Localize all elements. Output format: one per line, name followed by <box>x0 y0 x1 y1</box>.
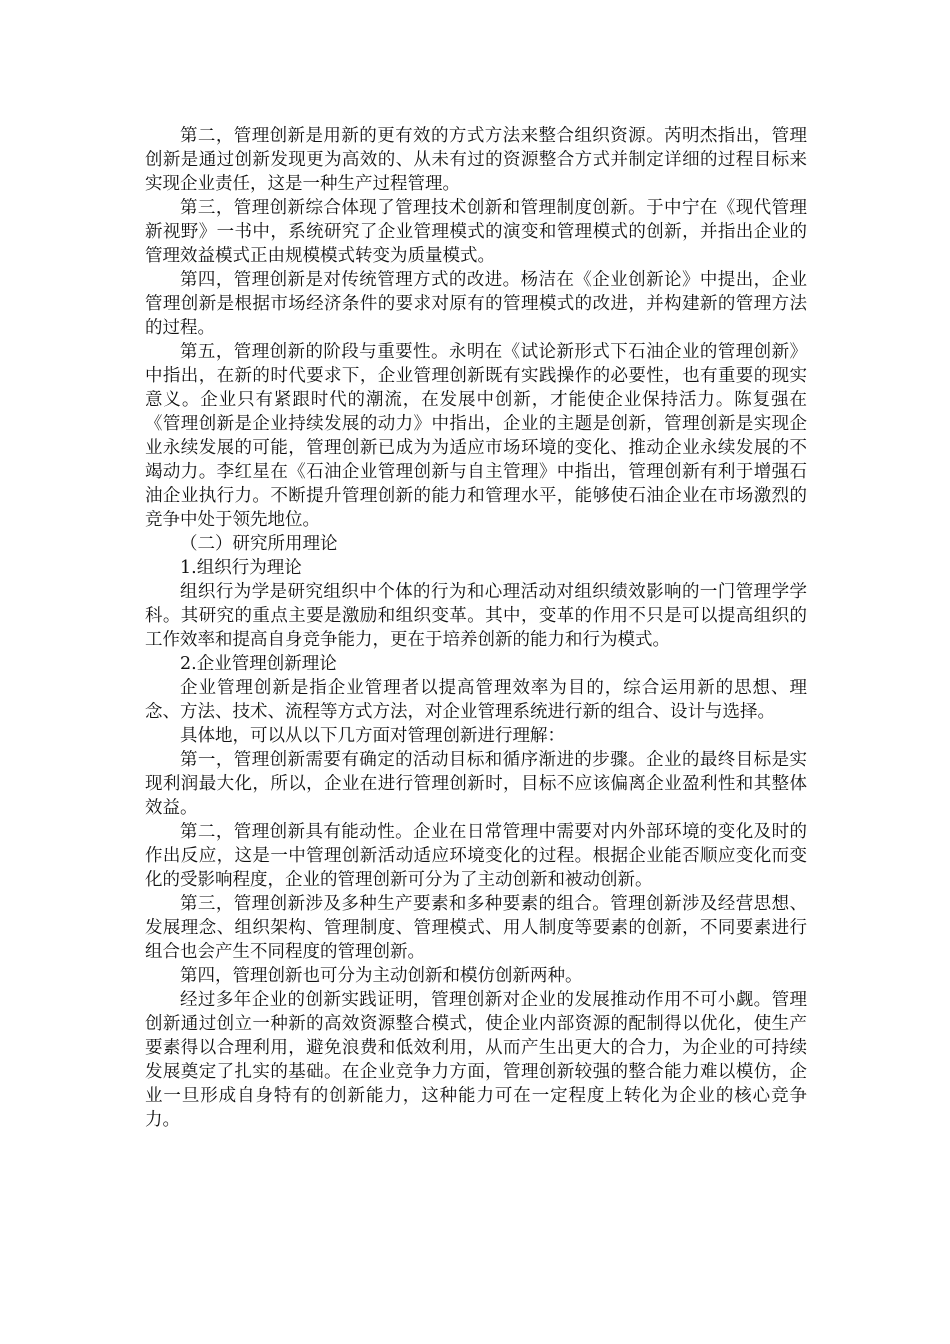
paragraph: 第三，管理创新综合体现了管理技术创新和管理制度创新。于中宁在《现代管理新视野》一书中，系统研究了企业管理模式的演变和管理模式的创新，并指出企业的管理效益模式正由规模模式转变为质量模式。 <box>145 198 807 266</box>
paragraph: 具体地，可以从以下几方面对管理创新进行理解： <box>180 726 565 746</box>
paragraph: 第二，管理创新具有能动性。企业在日常管理中需要对内外部环境的变化及时的作出反应，这是一中管理创新活动适应环境变化的过程。根据企业能否顺应变化而变化的受影响程度，企业的管理创新可分为了主动创新和被动创新。 <box>145 822 807 890</box>
paragraph: 第二，管理创新是用新的更有效的方式方法来整合组织资源。芮明杰指出，管理创新是通过创新发现更为高效的、从未有过的资源整合方式并制定详细的过程目标来实现企业责任，这是一种生产过程管理。 <box>145 126 807 194</box>
document-page <box>145 124 807 1132</box>
section-heading: （二）研究所用理论 <box>180 534 338 554</box>
paragraph: 第五，管理创新的阶段与重要性。永明在《试论新形式下石油企业的管理创新》中指出，在新的时代要求下，企业管理创新既有实践操作的必要性，也有重要的现实意义。企业只有紧跟时代的潮流，在发展中创新，才能使企业保持活力。陈复强在《管理创新是企业持续发展的动力》中指出，企业的主题是创新，管理创新是实现企业永续发展的可能，管理创新已成为为适应市场环境的变化、推动企业永续发展的不竭动力。李红星在《石油企业管理创新与自主管理》中指出，管理创新有利于增强石油企业执行力。不断提升管理创新的能力和管理水平，能够使石油企业在市场激烈的竞争中处于领先地位。 <box>145 342 807 530</box>
paragraph: 第四，管理创新也可分为主动创新和模仿创新两种。 <box>180 966 583 986</box>
subsection-heading: 1.组织行为理论 <box>180 558 302 578</box>
paragraph: 第一，管理创新需要有确定的活动目标和循序渐进的步骤。企业的最终目标是实现利润最大化，所以，企业在进行管理创新时，目标不应该偏离企业盈利性和其整体效益。 <box>145 750 807 818</box>
subsection-heading: 2.企业管理创新理论 <box>180 654 337 674</box>
paragraph: 企业管理创新是指企业管理者以提高管理效率为目的，综合运用新的思想、理念、方法、技术、流程等方式方法，对企业管理系统进行新的组合、设计与选择。 <box>145 678 807 722</box>
paragraph: 第四，管理创新是对传统管理方式的改进。杨洁在《企业创新论》中提出，企业管理创新是根据市场经济条件的要求对原有的管理模式的改进，并构建新的管理方法的过程。 <box>145 270 807 338</box>
paragraph: 组织行为学是研究组织中个体的行为和心理活动对组织绩效影响的一门管理学学科。其研究的重点主要是激励和组织变革。其中，变革的作用不只是可以提高组织的工作效率和提高自身竞争能力，更在于培养创新的能力和行为模式。 <box>145 582 807 650</box>
paragraph: 经过多年企业的创新实践证明，管理创新对企业的发展推动作用不可小觑。管理创新通过创立一种新的高效资源整合模式，使企业内部资源的配制得以优化，使生产要素得以合理利用，避免浪费和低效利用，从而产生出更大的合力，为企业的可持续发展奠定了扎实的基础。在企业竞争力方面，管理创新较强的整合能力难以模仿，企业一旦形成自身特有的创新能力，这种能力可在一定程度上转化为企业的核心竞争力。 <box>145 990 807 1130</box>
paragraph: 第三，管理创新涉及多种生产要素和多种要素的组合。管理创新涉及经营思想、发展理念、组织架构、管理制度、管理模式、用人制度等要素的创新，不同要素进行组合也会产生不同程度的管理创新。 <box>145 894 807 962</box>
